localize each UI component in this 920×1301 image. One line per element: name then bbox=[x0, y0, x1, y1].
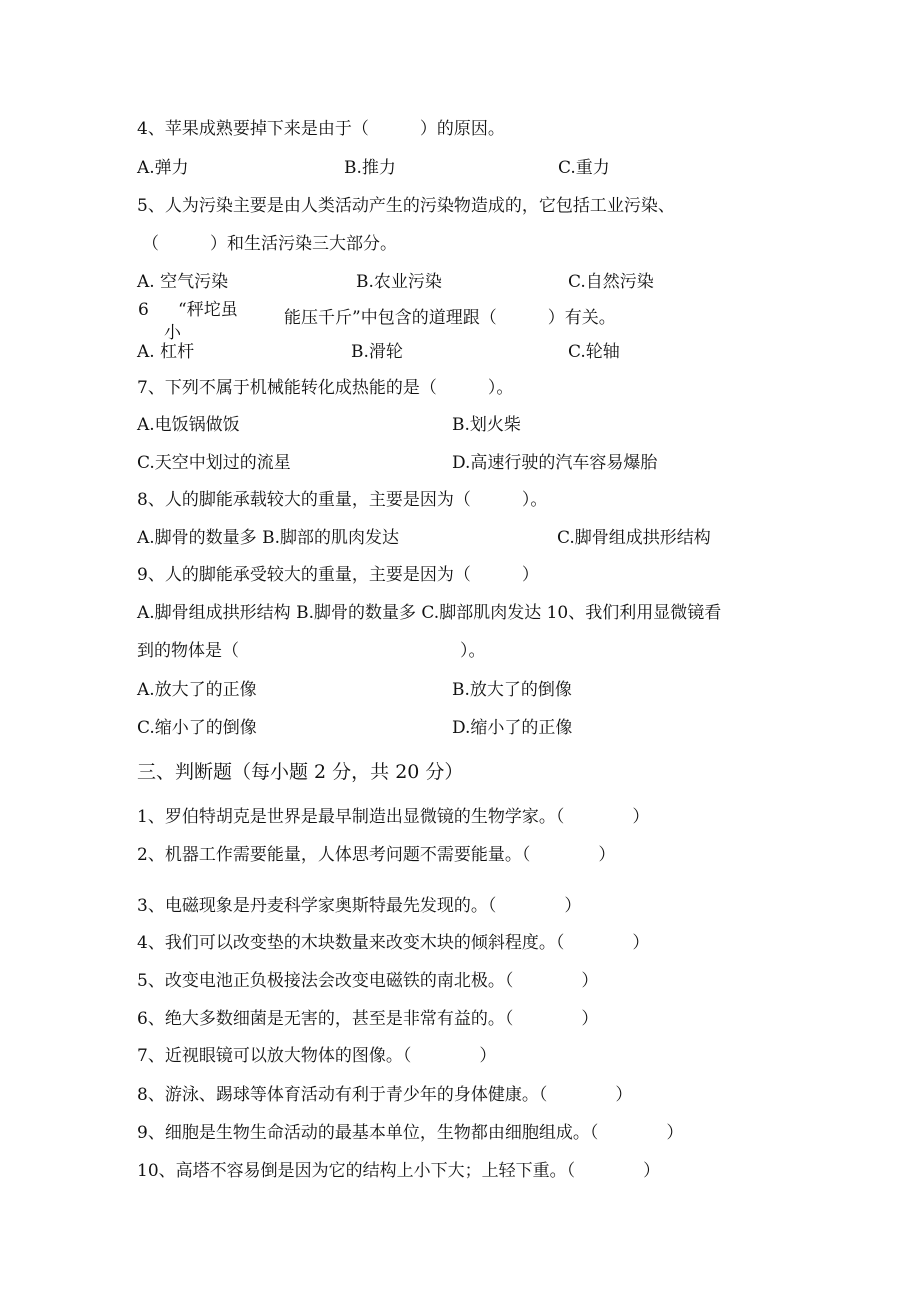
q6-quote: “秤坨虽 bbox=[178, 300, 238, 320]
section-title: 三、判断题（每小题 2 分，共 20 分） bbox=[137, 761, 464, 783]
tf-item-10: 10、高塔不容易倒是因为它的结构上小下大；上轻下重。（ ） bbox=[137, 1161, 661, 1181]
q6-number: 6 bbox=[138, 300, 149, 320]
q10-option-b: B.放大了的倒像 bbox=[452, 680, 572, 700]
tf-item-1: 1、罗伯特胡克是世界是最早制造出显微镜的生物学家。（ ） bbox=[137, 807, 650, 827]
q6-stem: 能压千斤”中包含的道理跟（ ）有关。 bbox=[284, 308, 616, 328]
q5-option-c: C.自然污染 bbox=[568, 272, 654, 292]
q6-quote-cut: 小 bbox=[164, 323, 181, 343]
q5-option-b: B.农业污染 bbox=[356, 272, 442, 292]
tf-item-3: 3、电磁现象是丹麦科学家奥斯特最先发现的。（ ） bbox=[137, 896, 582, 916]
tf-item-5: 5、改变电池正负极接法会改变电磁铁的南北极。（ ） bbox=[137, 971, 599, 991]
q7-option-b: B.划火柴 bbox=[452, 415, 521, 435]
tf-item-8: 8、游泳、踢球等体育活动有利于青少年的身体健康。（ ） bbox=[137, 1085, 633, 1105]
q10-option-d: D.缩小了的正像 bbox=[452, 718, 573, 738]
q6-option-b: B.滑轮 bbox=[351, 342, 403, 362]
q9-stem: 9、人的脚能承受较大的重量，主要是因为（ ） bbox=[137, 565, 539, 585]
tf-item-7: 7、近视眼镜可以放大物体的图像。（ ） bbox=[137, 1046, 497, 1066]
q4-stem: 4、苹果成熟要掉下来是由于（ ）的原因。 bbox=[137, 119, 505, 139]
q7-option-a: A.电饭锅做饭 bbox=[137, 415, 240, 435]
q4-option-b: B.推力 bbox=[344, 158, 396, 178]
tf-item-6: 6、绝大多数细菌是无害的，甚至是非常有益的。（ ） bbox=[137, 1009, 599, 1029]
q5-option-a: A. 空气污染 bbox=[137, 272, 229, 292]
tf-item-2: 2、机器工作需要能量，人体思考问题不需要能量。（ ） bbox=[137, 845, 616, 865]
q8-stem: 8、人的脚能承载较大的重量，主要是因为（ ）。 bbox=[137, 490, 548, 510]
q5-stem-line2: （ ）和生活污染三大部分。 bbox=[142, 234, 397, 254]
q10-option-a: A.放大了的正像 bbox=[137, 680, 257, 700]
q4-option-a: A.弹力 bbox=[137, 158, 189, 178]
q5-stem-line1: 5、人为污染主要是由人类活动产生的污染物造成的，它包括工业污染、 bbox=[137, 196, 675, 216]
q6-option-a: A. 杠杆 bbox=[137, 342, 195, 362]
q7-option-d: D.高速行驶的汽车容易爆胎 bbox=[452, 453, 658, 473]
q7-stem: 7、下列不属于机械能转化成热能的是（ ）。 bbox=[137, 378, 514, 398]
q8-option-c: C.脚骨组成拱形结构 bbox=[557, 528, 711, 548]
tf-item-9: 9、细胞是生物生命活动的最基本单位，生物都由细胞组成。（ ） bbox=[137, 1123, 684, 1143]
q4-option-c: C.重力 bbox=[558, 158, 610, 178]
q10-option-c: C.缩小了的倒像 bbox=[137, 718, 257, 738]
tf-item-4: 4、我们可以改变垫的木块数量来改变木块的倾斜程度。（ ） bbox=[137, 933, 650, 953]
q6-option-c: C.轮轴 bbox=[568, 342, 620, 362]
q9-options-line: A.脚骨组成拱形结构 B.脚骨的数量多 C.脚部肌肉发达 10、我们利用显微镜看 bbox=[137, 603, 722, 623]
q8-option-ab: A.脚骨的数量多 B.脚部的肌肉发达 bbox=[137, 528, 399, 548]
q7-option-c: C.天空中划过的流星 bbox=[137, 453, 291, 473]
q10-stem: 到的物体是（ ）。 bbox=[137, 641, 486, 661]
